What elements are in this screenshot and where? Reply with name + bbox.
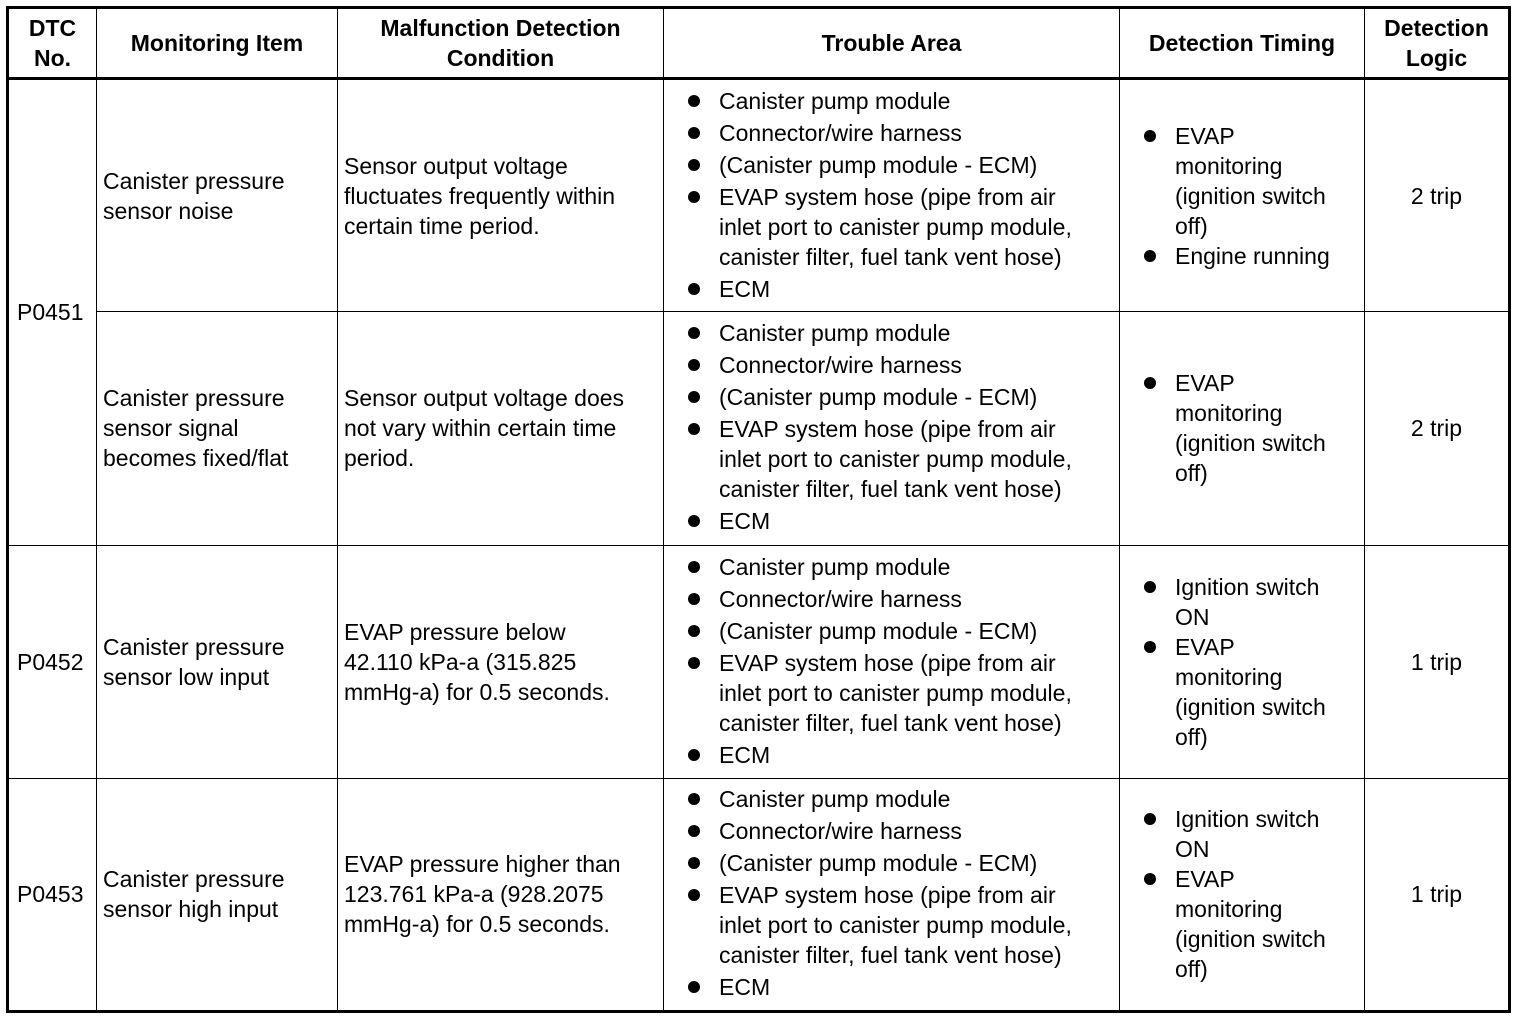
header-row bbox=[8, 8, 1510, 79]
detection-timing-text: off) bbox=[1175, 212, 1208, 239]
detection-timing-text: EVAP bbox=[1175, 122, 1235, 149]
trouble-area-text: inlet port to canister pump module, bbox=[719, 213, 1072, 240]
trouble-area-list-item bbox=[664, 150, 1119, 180]
detection-condition-cell bbox=[338, 545, 664, 778]
detection-timing-text: monitoring bbox=[1175, 152, 1283, 179]
monitoring-item-cell bbox=[97, 545, 338, 778]
dtc-code-cell: P0451 bbox=[8, 79, 97, 546]
trouble-area-list-item bbox=[664, 414, 1119, 504]
bullet-icon bbox=[688, 657, 700, 669]
detection-condition-text: Sensor output voltage bbox=[344, 152, 568, 179]
bullet-icon bbox=[688, 423, 700, 435]
trouble-area-text: Connector/wire harness bbox=[719, 585, 962, 612]
dtc-table bbox=[6, 6, 1511, 1013]
trouble-area-text: inlet port to canister pump module, bbox=[719, 446, 1072, 473]
table-row bbox=[8, 312, 1510, 545]
header-logic-line: Detection bbox=[1384, 15, 1489, 41]
bullet-icon bbox=[1144, 813, 1156, 825]
monitoring-item-text: Canister pressure bbox=[103, 633, 285, 660]
detection-timing-text: monitoring bbox=[1175, 896, 1283, 923]
table-row bbox=[8, 545, 1510, 778]
trouble-area-text: canister filter, fuel tank vent hose) bbox=[719, 709, 1062, 736]
trouble-area-list-item bbox=[664, 616, 1119, 646]
trouble-area-list bbox=[664, 86, 1119, 304]
monitoring-item-cell bbox=[97, 312, 338, 545]
trouble-area-list-item bbox=[664, 318, 1119, 348]
trouble-area-list-item bbox=[664, 350, 1119, 380]
trouble-area-text: canister filter, fuel tank vent hose) bbox=[719, 942, 1062, 969]
bullet-icon bbox=[1144, 873, 1156, 885]
header-condition-line: Malfunction Detection bbox=[380, 15, 621, 41]
detection-timing-text: Ignition switch bbox=[1175, 573, 1320, 600]
trouble-area-text: (Canister pump module - ECM) bbox=[719, 850, 1038, 877]
bullet-icon bbox=[688, 981, 700, 993]
trouble-area-text: Connector/wire harness bbox=[719, 352, 962, 379]
detection-timing-list-item bbox=[1120, 804, 1364, 864]
trouble-area-text: ECM bbox=[719, 275, 771, 302]
monitoring-item-text: becomes fixed/flat bbox=[103, 445, 289, 472]
header-trouble-area: Trouble Area bbox=[664, 8, 1120, 79]
header-logic-line: Logic bbox=[1405, 45, 1468, 71]
bullet-icon bbox=[688, 515, 700, 527]
detection-condition-text: 42.110 kPa-a (315.825 bbox=[344, 648, 577, 675]
trouble-area-text: Connector/wire harness bbox=[719, 119, 962, 146]
bullet-icon bbox=[688, 625, 700, 637]
detection-timing-list bbox=[1120, 572, 1364, 752]
monitoring-item-text: sensor high input bbox=[103, 896, 279, 923]
bullet-icon bbox=[1144, 250, 1156, 262]
bullet-icon bbox=[688, 95, 700, 107]
detection-timing-list-item bbox=[1120, 241, 1364, 271]
detection-timing-text: (ignition switch bbox=[1175, 430, 1326, 457]
header-dtc-no bbox=[8, 8, 97, 79]
dtc-table-container bbox=[6, 6, 1511, 1013]
table-row bbox=[8, 778, 1510, 1011]
monitoring-item-text: sensor signal bbox=[103, 415, 239, 442]
detection-timing-text: EVAP bbox=[1175, 370, 1235, 397]
detection-condition-cell bbox=[338, 778, 664, 1011]
detection-timing-list-item bbox=[1120, 121, 1364, 241]
bullet-icon bbox=[688, 191, 700, 203]
trouble-area-text: canister filter, fuel tank vent hose) bbox=[719, 243, 1062, 270]
detection-timing-text: (ignition switch bbox=[1175, 693, 1326, 720]
trouble-area-text: (Canister pump module - ECM) bbox=[719, 617, 1038, 644]
header-malfunction-condition bbox=[338, 8, 664, 79]
trouble-area-list-item bbox=[664, 552, 1119, 582]
detection-condition-text: period. bbox=[344, 445, 415, 472]
header-dtc-line: No. bbox=[33, 45, 72, 71]
trouble-area-list-item bbox=[664, 784, 1119, 814]
trouble-area-text: canister filter, fuel tank vent hose) bbox=[719, 476, 1062, 503]
bullet-icon bbox=[688, 391, 700, 403]
bullet-icon bbox=[688, 857, 700, 869]
detection-logic-cell: 2 trip bbox=[1365, 79, 1510, 312]
trouble-area-text: ECM bbox=[719, 974, 771, 1001]
bullet-icon bbox=[688, 593, 700, 605]
header-condition-line: Condition bbox=[446, 45, 555, 71]
trouble-area-text: Canister pump module bbox=[719, 320, 951, 347]
trouble-area-list bbox=[664, 318, 1119, 536]
bullet-icon bbox=[688, 359, 700, 371]
table-body bbox=[8, 79, 1510, 1012]
trouble-area-text: Connector/wire harness bbox=[719, 818, 962, 845]
trouble-area-text: EVAP system hose (pipe from air bbox=[719, 649, 1056, 676]
detection-timing-list bbox=[1120, 368, 1364, 488]
bullet-icon bbox=[688, 283, 700, 295]
trouble-area-text: Canister pump module bbox=[719, 553, 951, 580]
trouble-area-list-item bbox=[664, 382, 1119, 412]
trouble-area-cell bbox=[664, 545, 1120, 778]
trouble-area-list-item bbox=[664, 740, 1119, 770]
detection-condition-text: mmHg-a) for 0.5 seconds. bbox=[344, 911, 610, 938]
trouble-area-list-item bbox=[664, 86, 1119, 116]
detection-timing-text: (ignition switch bbox=[1175, 926, 1326, 953]
detection-timing-list-item bbox=[1120, 368, 1364, 488]
detection-timing-text: EVAP bbox=[1175, 633, 1235, 660]
header-dtc-line: DTC bbox=[28, 15, 77, 41]
trouble-area-list-item bbox=[664, 584, 1119, 614]
trouble-area-text: EVAP system hose (pipe from air bbox=[719, 416, 1056, 443]
detection-timing-text: Ignition switch bbox=[1175, 806, 1320, 833]
detection-timing-cell bbox=[1120, 545, 1365, 778]
trouble-area-text: (Canister pump module - ECM) bbox=[719, 384, 1038, 411]
detection-timing-text: monitoring bbox=[1175, 400, 1283, 427]
bullet-icon bbox=[688, 127, 700, 139]
bullet-icon bbox=[688, 159, 700, 171]
trouble-area-list-item bbox=[664, 118, 1119, 148]
bullet-icon bbox=[1144, 130, 1156, 142]
detection-timing-text: EVAP bbox=[1175, 866, 1235, 893]
header-monitoring-item: Monitoring Item bbox=[97, 8, 338, 79]
trouble-area-list-item bbox=[664, 274, 1119, 304]
detection-timing-cell bbox=[1120, 79, 1365, 312]
dtc-code-cell: P0452 bbox=[8, 545, 97, 778]
detection-timing-list bbox=[1120, 121, 1364, 271]
trouble-area-cell bbox=[664, 778, 1120, 1011]
detection-logic-cell: 1 trip bbox=[1365, 778, 1510, 1011]
monitoring-item-cell bbox=[97, 79, 338, 312]
trouble-area-list bbox=[664, 784, 1119, 1002]
trouble-area-text: Canister pump module bbox=[719, 786, 951, 813]
detection-condition-text: not vary within certain time bbox=[344, 415, 617, 442]
trouble-area-text: EVAP system hose (pipe from air bbox=[719, 882, 1056, 909]
trouble-area-list-item bbox=[664, 648, 1119, 738]
monitoring-item-cell bbox=[97, 778, 338, 1011]
detection-condition-text: fluctuates frequently within bbox=[344, 182, 616, 209]
detection-logic-cell: 2 trip bbox=[1365, 312, 1510, 545]
detection-timing-text: monitoring bbox=[1175, 663, 1283, 690]
detection-timing-text: ON bbox=[1175, 603, 1210, 630]
trouble-area-text: EVAP system hose (pipe from air bbox=[719, 183, 1056, 210]
monitoring-item-text: Canister pressure bbox=[103, 866, 285, 893]
trouble-area-text: (Canister pump module - ECM) bbox=[719, 151, 1038, 178]
trouble-area-text: ECM bbox=[719, 741, 771, 768]
trouble-area-list-item bbox=[664, 880, 1119, 970]
detection-timing-cell bbox=[1120, 778, 1365, 1011]
trouble-area-text: ECM bbox=[719, 508, 771, 535]
bullet-icon bbox=[688, 561, 700, 573]
trouble-area-list-item bbox=[664, 182, 1119, 272]
trouble-area-list-item bbox=[664, 848, 1119, 878]
trouble-area-list-item bbox=[664, 506, 1119, 536]
bullet-icon bbox=[1144, 581, 1156, 593]
detection-timing-text: off) bbox=[1175, 460, 1208, 487]
detection-timing-cell bbox=[1120, 312, 1365, 545]
detection-timing-list-item bbox=[1120, 864, 1364, 984]
detection-condition-cell bbox=[338, 312, 664, 545]
detection-timing-text: off) bbox=[1175, 723, 1208, 750]
detection-timing-list bbox=[1120, 804, 1364, 984]
detection-timing-list-item bbox=[1120, 632, 1364, 752]
bullet-icon bbox=[688, 327, 700, 339]
table-row bbox=[8, 79, 1510, 312]
trouble-area-text: inlet port to canister pump module, bbox=[719, 679, 1072, 706]
bullet-icon bbox=[688, 889, 700, 901]
detection-condition-text: 123.761 kPa-a (928.2075 bbox=[344, 881, 604, 908]
monitoring-item-text: sensor noise bbox=[103, 197, 234, 224]
bullet-icon bbox=[688, 793, 700, 805]
dtc-code-cell: P0453 bbox=[8, 778, 97, 1011]
detection-timing-list-item bbox=[1120, 572, 1364, 632]
bullet-icon bbox=[1144, 377, 1156, 389]
header-detection-logic bbox=[1365, 8, 1510, 79]
monitoring-item-text: sensor low input bbox=[103, 663, 270, 690]
trouble-area-list bbox=[664, 552, 1119, 770]
trouble-area-text: inlet port to canister pump module, bbox=[719, 912, 1072, 939]
detection-condition-text: certain time period. bbox=[344, 212, 540, 239]
detection-condition-text: EVAP pressure higher than bbox=[344, 851, 621, 878]
bullet-icon bbox=[688, 825, 700, 837]
detection-condition-text: Sensor output voltage does bbox=[344, 385, 625, 412]
trouble-area-list-item bbox=[664, 972, 1119, 1002]
trouble-area-cell bbox=[664, 79, 1120, 312]
detection-timing-text: Engine running bbox=[1175, 242, 1330, 269]
detection-condition-text: mmHg-a) for 0.5 seconds. bbox=[344, 678, 610, 705]
detection-timing-text: ON bbox=[1175, 836, 1210, 863]
trouble-area-list-item bbox=[664, 816, 1119, 846]
detection-condition-cell bbox=[338, 79, 664, 312]
detection-condition-text: EVAP pressure below bbox=[344, 618, 566, 645]
monitoring-item-text: Canister pressure bbox=[103, 167, 285, 194]
trouble-area-cell bbox=[664, 312, 1120, 545]
monitoring-item-text: Canister pressure bbox=[103, 385, 285, 412]
detection-logic-cell: 1 trip bbox=[1365, 545, 1510, 778]
bullet-icon bbox=[688, 749, 700, 761]
detection-timing-text: off) bbox=[1175, 956, 1208, 983]
trouble-area-text: Canister pump module bbox=[719, 87, 951, 114]
bullet-icon bbox=[1144, 641, 1156, 653]
header-detection-timing: Detection Timing bbox=[1120, 8, 1365, 79]
detection-timing-text: (ignition switch bbox=[1175, 182, 1326, 209]
